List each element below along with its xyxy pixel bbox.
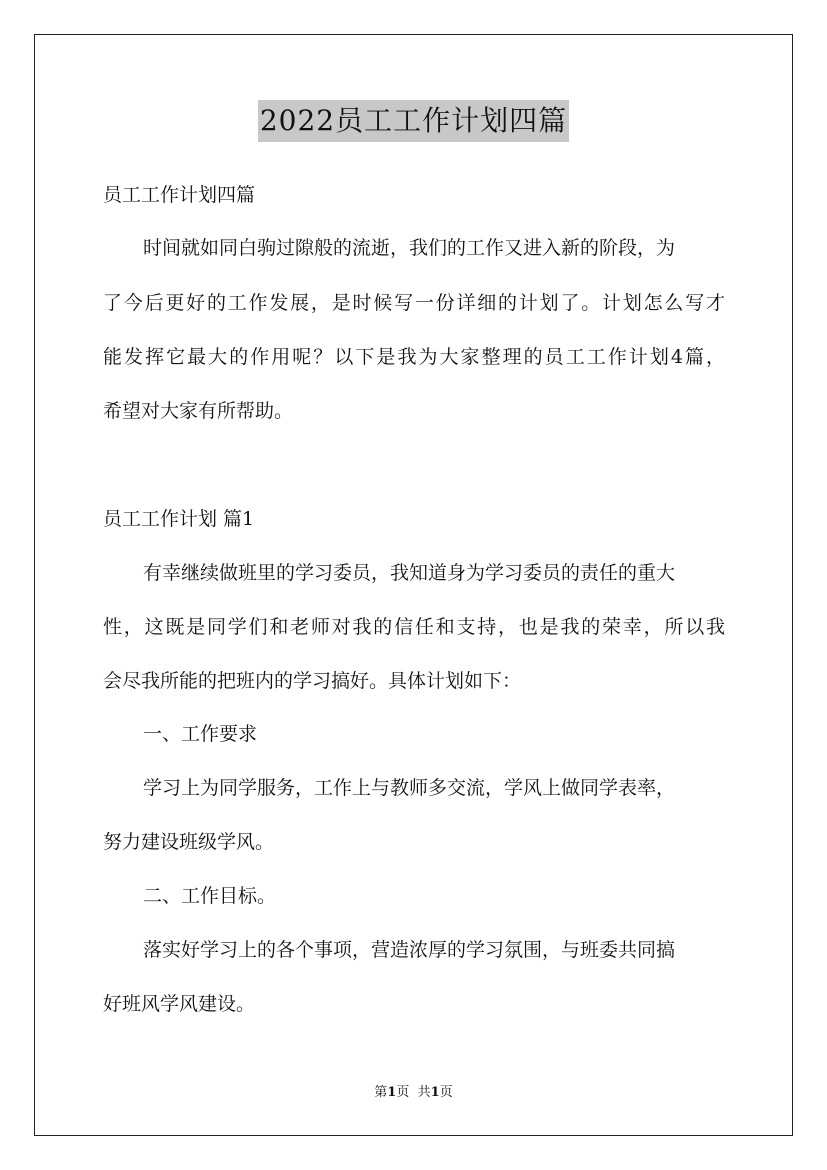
paragraph-line: 时间就如同白驹过隙般的流逝，我们的工作又进入新的阶段，为 bbox=[143, 237, 676, 259]
paragraph-line: 能发挥它最大的作用呢？以下是我为大家整理的员工工作计划4篇， bbox=[103, 346, 725, 368]
subheading: 二、工作目标。 bbox=[143, 885, 277, 907]
paragraph-line: 落实好学习上的各个事项，营造浓厚的学习氛围，与班委共同搞 bbox=[143, 939, 676, 961]
page-footer bbox=[0, 1084, 827, 1102]
page-label-prefix: 第 bbox=[374, 1085, 388, 1100]
paragraph-line: 性，这既是同学们和老师对我的信任和支持，也是我的荣幸，所以我 bbox=[103, 616, 725, 638]
page-number: 1 bbox=[387, 1085, 397, 1100]
document-title: 2022员工工作计划四篇 bbox=[258, 100, 569, 142]
paragraph-line: 学习上为同学服务，工作上与教师多交流，学风上做同学表率， bbox=[143, 777, 676, 799]
section-heading: 员工工作计划 篇1 bbox=[103, 508, 255, 530]
title-container bbox=[0, 100, 827, 142]
total-label-suffix: 页 bbox=[439, 1085, 453, 1100]
subheading: 一、工作要求 bbox=[143, 723, 258, 745]
paragraph-line: 有幸继续做班里的学习委员，我知道身为学习委员的责任的重大 bbox=[143, 562, 676, 584]
paragraph-line: 努力建设班级学风。 bbox=[103, 831, 275, 853]
total-pages: 1 bbox=[430, 1085, 440, 1100]
page-label-suffix: 页 bbox=[396, 1085, 410, 1100]
paragraph-line: 好班风学风建设。 bbox=[103, 993, 256, 1015]
section-heading: 员工工作计划四篇 bbox=[103, 184, 256, 206]
paragraph-line: 了今后更好的工作发展，是时候写一份详细的计划了。计划怎么写才 bbox=[103, 292, 725, 314]
paragraph-line: 会尽我所能的把班内的学习搞好。具体计划如下： bbox=[103, 670, 522, 692]
paragraph-line: 希望对大家有所帮助。 bbox=[103, 400, 294, 422]
total-label-prefix: 共 bbox=[417, 1085, 431, 1100]
